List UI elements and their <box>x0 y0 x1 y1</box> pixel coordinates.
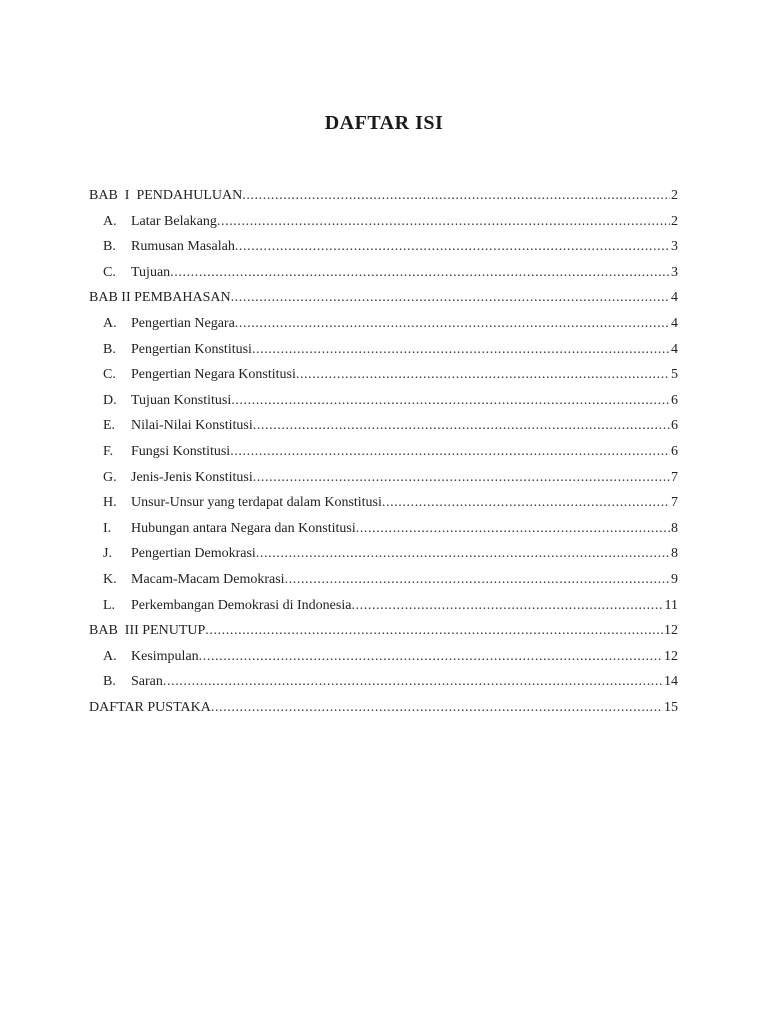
toc-subentry[interactable] <box>89 234 678 260</box>
toc-page-number: 9 <box>671 571 678 587</box>
toc-entry-letter: J. <box>103 546 112 562</box>
toc-dot-leader <box>252 337 670 363</box>
toc-subentry[interactable] <box>89 260 678 286</box>
toc-entry-label: Pengertian Konstitusi <box>131 341 252 357</box>
toc-dot-leader <box>351 593 663 619</box>
toc-dot-leader <box>253 413 670 439</box>
toc-entry-label: Saran <box>131 674 163 690</box>
toc-page-number: 7 <box>671 469 678 485</box>
toc-entry-letter: K. <box>103 571 117 587</box>
toc-dot-leader <box>231 388 670 414</box>
toc-subentry[interactable] <box>89 413 678 439</box>
toc-dot-leader <box>163 669 663 695</box>
toc-entry-label: Macam-Macam Demokrasi <box>131 571 285 587</box>
toc-dot-leader <box>253 465 670 491</box>
toc-entry-letter: D. <box>103 392 117 408</box>
toc-entry-letter: C. <box>103 367 116 383</box>
toc-entry-letter: A. <box>103 213 117 229</box>
toc-entry-letter: G. <box>103 469 117 485</box>
toc-entry-label: Tujuan Konstitusi <box>131 392 232 408</box>
toc-subentry[interactable] <box>89 567 678 593</box>
toc-entry-letter: C. <box>103 264 116 280</box>
toc-entry-label: Fungsi Konstitusi <box>131 443 231 459</box>
toc-entry-letter: A. <box>103 315 117 331</box>
toc-page-number: 12 <box>664 648 678 664</box>
toc-entry-letter: H. <box>103 495 117 511</box>
toc-page-number: 6 <box>671 418 678 434</box>
toc-entry-letter: F. <box>103 443 114 459</box>
toc-entry-label: Hubungan antara Negara dan Konstitusi <box>131 520 356 536</box>
toc-subentry[interactable] <box>89 362 678 388</box>
table-of-contents <box>89 183 678 720</box>
toc-chapter-entry[interactable] <box>89 695 678 721</box>
toc-entry-label: Pengertian Negara Konstitusi <box>131 367 296 383</box>
toc-entry-letter: A. <box>103 648 117 664</box>
toc-dot-leader <box>230 439 670 465</box>
toc-entry-label: BAB II PEMBAHASAN <box>89 290 231 306</box>
toc-chapter-entry[interactable] <box>89 285 678 311</box>
toc-subentry[interactable] <box>89 669 678 695</box>
toc-chapter-entry[interactable] <box>89 183 678 209</box>
toc-page-number: 6 <box>671 392 678 408</box>
toc-dot-leader <box>382 490 670 516</box>
toc-subentry[interactable] <box>89 311 678 337</box>
toc-dot-leader <box>211 695 663 721</box>
toc-dot-leader <box>296 362 670 388</box>
toc-dot-leader <box>356 516 670 542</box>
toc-entry-label: Kesimpulan <box>131 648 199 664</box>
toc-entry-label: Perkembangan Demokrasi di Indonesia <box>131 597 352 613</box>
page-title: DAFTAR ISI <box>324 112 444 134</box>
toc-page-number: 4 <box>671 290 678 306</box>
toc-page-number: 4 <box>671 315 678 331</box>
toc-entry-letter: B. <box>103 341 116 357</box>
toc-subentry[interactable] <box>89 388 678 414</box>
toc-subentry[interactable] <box>89 465 678 491</box>
toc-entry-label: BAB I PENDAHULUAN <box>89 188 243 203</box>
toc-entry-label: Pengertian Demokrasi <box>131 546 256 562</box>
toc-entry-label: Jenis-Jenis Konstitusi <box>131 469 253 485</box>
toc-entry-label: Unsur-Unsur yang terdapat dalam Konstitusi <box>131 495 382 511</box>
toc-page-number: 12 <box>664 623 678 639</box>
toc-subentry[interactable] <box>89 490 678 516</box>
toc-entry-label: Tujuan <box>131 264 171 280</box>
toc-page-number: 3 <box>671 264 678 280</box>
toc-subentry[interactable] <box>89 209 678 235</box>
toc-dot-leader <box>285 567 670 593</box>
toc-page-number: 2 <box>671 188 678 203</box>
toc-subentry[interactable] <box>89 593 678 619</box>
toc-dot-leader <box>205 618 663 644</box>
toc-subentry[interactable] <box>89 644 678 670</box>
toc-page-number: 14 <box>664 674 678 690</box>
toc-dot-leader <box>235 234 670 260</box>
toc-dot-leader <box>256 541 670 567</box>
toc-entry-label: Rumusan Masalah <box>131 239 235 255</box>
toc-entry-label: Pengertian Negara <box>131 315 235 331</box>
toc-page-number: 6 <box>671 443 678 459</box>
toc-entry-letter: B. <box>103 239 116 255</box>
toc-entry-letter: I. <box>103 520 112 536</box>
toc-dot-leader <box>235 311 670 337</box>
toc-dot-leader <box>242 183 670 209</box>
toc-entry-label: Nilai-Nilai Konstitusi <box>131 418 253 434</box>
toc-page-number: 3 <box>671 239 678 255</box>
toc-entry-label: DAFTAR PUSTAKA <box>89 699 211 715</box>
toc-entry-label: BAB III PENUTUP <box>89 623 206 639</box>
toc-chapter-entry[interactable] <box>89 618 678 644</box>
toc-entry-letter: E. <box>103 418 116 434</box>
toc-subentry[interactable] <box>89 439 678 465</box>
toc-subentry[interactable] <box>89 337 678 363</box>
toc-dot-leader <box>231 285 670 311</box>
toc-page-number: 15 <box>664 699 678 715</box>
toc-subentry[interactable] <box>89 541 678 567</box>
toc-entry-label: Latar Belakang <box>131 213 217 229</box>
toc-entry-letter: L. <box>103 597 116 613</box>
toc-page-number: 4 <box>671 341 678 357</box>
toc-page-number: 7 <box>671 495 678 511</box>
toc-page-number: 8 <box>671 546 678 562</box>
toc-entry-letter: B. <box>103 674 116 690</box>
toc-subentry[interactable] <box>89 516 678 542</box>
toc-dot-leader <box>170 260 670 286</box>
toc-page-number: 2 <box>671 213 678 229</box>
toc-dot-leader <box>217 209 670 235</box>
toc-page-number: 11 <box>664 597 678 613</box>
toc-page-number: 5 <box>671 367 678 383</box>
toc-dot-leader <box>199 644 663 670</box>
toc-page-number: 8 <box>671 520 678 536</box>
